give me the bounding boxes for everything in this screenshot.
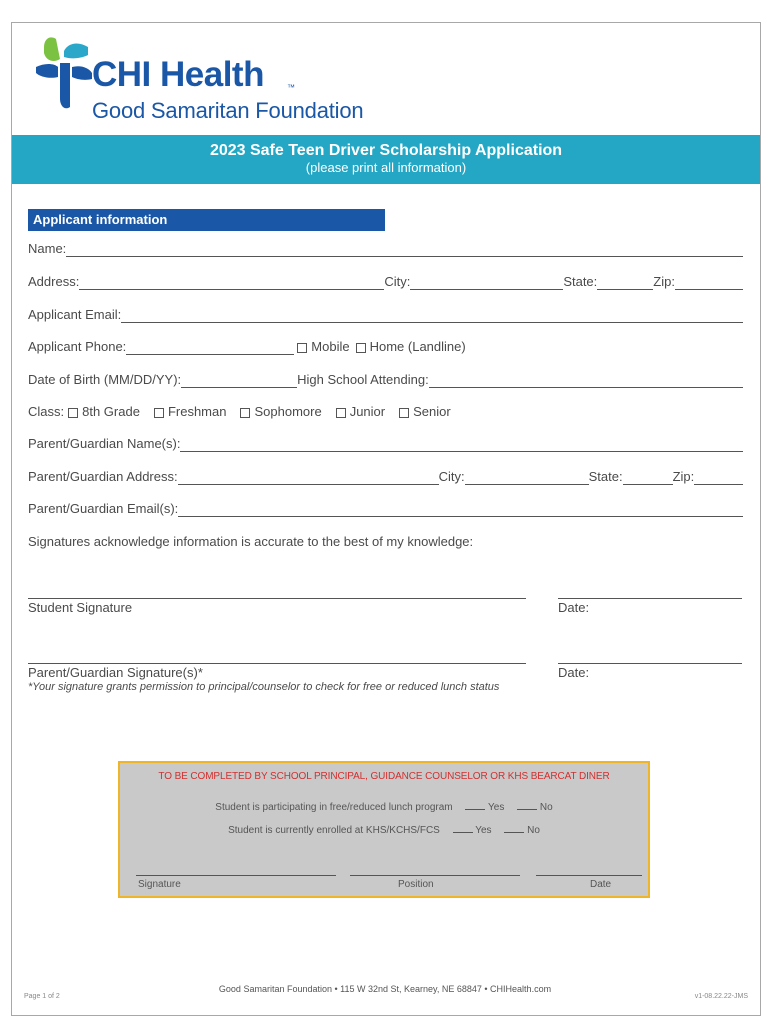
class-option-label: Junior xyxy=(349,404,386,419)
parent-names-field[interactable] xyxy=(180,439,743,452)
high-school-field[interactable] xyxy=(429,375,743,388)
acknowledge-row xyxy=(28,534,743,550)
page-number: Page 1 of 2 xyxy=(24,993,60,1000)
parent-date-label: Date: xyxy=(558,665,590,680)
address-row xyxy=(28,274,743,290)
address-label: Address: xyxy=(28,274,80,289)
dob-label: Date of Birth (MM/DD/YY): xyxy=(28,372,182,387)
form-page xyxy=(11,22,761,1016)
version-code: v1-08.22.22-JMS xyxy=(694,993,748,1000)
class-option-label: 8th Grade xyxy=(82,404,140,419)
lunch-question: Student is participating in free/reduced lunch program xyxy=(215,802,453,813)
parent-email-row xyxy=(28,501,743,517)
parent-zip-field[interactable] xyxy=(694,472,743,485)
home-label: Home (Landline) xyxy=(369,339,466,354)
parent-zip-label: Zip: xyxy=(672,469,695,484)
city-label: City: xyxy=(384,274,411,289)
lunch-yes-blank[interactable] xyxy=(465,809,485,810)
enrollment-question: Student is currently enrolled at KHS/KCHS/FCS xyxy=(228,825,440,836)
dob-field[interactable] xyxy=(181,375,297,388)
class-option-senior[interactable] xyxy=(399,404,451,420)
official-position-line[interactable] xyxy=(350,875,520,876)
parent-city-label: City: xyxy=(438,469,465,484)
form-subtitle: (please print all information) xyxy=(305,160,467,175)
lunch-yes-label: Yes xyxy=(488,802,505,813)
section-header-applicant: Applicant information xyxy=(28,209,385,231)
logo-trademark: ™ xyxy=(287,83,295,92)
zip-label: Zip: xyxy=(653,274,675,289)
mobile-checkbox[interactable] xyxy=(297,343,307,353)
email-label: Applicant Email: xyxy=(28,307,122,322)
lunch-no-blank[interactable] xyxy=(517,809,537,810)
parent-address-field[interactable] xyxy=(178,472,439,485)
city-field[interactable] xyxy=(410,277,563,290)
parent-signature-line[interactable] xyxy=(28,663,526,664)
official-date-label: Date xyxy=(590,879,612,890)
dob-row xyxy=(28,372,743,388)
name-label: Name: xyxy=(28,241,67,256)
class-checkbox[interactable] xyxy=(240,408,250,418)
student-signature-label: Student Signature xyxy=(28,600,133,615)
signature-note: *Your signature grants permission to principal/counselor to check for free or reduced lunch status xyxy=(28,681,500,693)
parent-state-label: State: xyxy=(588,469,623,484)
student-date-label: Date: xyxy=(558,600,590,615)
mobile-option[interactable] xyxy=(297,339,349,355)
name-row xyxy=(28,241,743,257)
enrollment-no-blank[interactable] xyxy=(504,832,524,833)
class-option-junior[interactable] xyxy=(336,404,385,420)
official-position-label: Position xyxy=(398,879,434,890)
chi-health-logo-icon xyxy=(34,33,94,113)
enrollment-no-label: No xyxy=(527,825,540,836)
form-title: 2023 Safe Teen Driver Scholarship Application xyxy=(209,142,563,159)
phone-row xyxy=(28,339,743,355)
parent-email-label: Parent/Guardian Email(s): xyxy=(28,501,179,516)
phone-field[interactable] xyxy=(126,342,294,355)
enrollment-row xyxy=(120,825,648,836)
zip-field[interactable] xyxy=(675,277,743,290)
class-option-label: Freshman xyxy=(167,404,227,419)
email-field[interactable] xyxy=(121,310,743,323)
home-checkbox[interactable] xyxy=(356,343,366,353)
parent-email-field[interactable] xyxy=(178,504,743,517)
enrollment-yes-label: Yes xyxy=(475,825,492,836)
parent-date-line[interactable] xyxy=(558,663,742,664)
class-option-label: Senior xyxy=(413,404,451,419)
high-school-label: High School Attending: xyxy=(297,372,429,387)
class-checkbox[interactable] xyxy=(336,408,346,418)
state-label: State: xyxy=(563,274,598,289)
parent-signature-label: Parent/Guardian Signature(s)* xyxy=(28,665,203,680)
class-row xyxy=(28,404,743,420)
lunch-program-row xyxy=(120,802,648,813)
home-option[interactable] xyxy=(356,339,466,355)
parent-state-field[interactable] xyxy=(623,472,673,485)
acknowledge-text: Signatures acknowledge information is accurate to the best of my knowledge: xyxy=(28,534,474,549)
official-signature-label: Signature xyxy=(138,879,181,890)
footer-address: Good Samaritan Foundation • 115 W 32nd St, Kearney, NE 68847 • CHIHealth.com xyxy=(218,984,552,994)
logo-subtitle: Good Samaritan Foundation xyxy=(92,98,364,123)
class-checkbox[interactable] xyxy=(399,408,409,418)
phone-label: Applicant Phone: xyxy=(28,339,127,354)
mobile-label: Mobile xyxy=(311,339,350,354)
parent-address-row xyxy=(28,469,743,485)
enrollment-yes-blank[interactable] xyxy=(453,832,473,833)
student-date-line[interactable] xyxy=(558,598,742,599)
class-option-freshman[interactable] xyxy=(154,404,227,420)
student-signature-line[interactable] xyxy=(28,598,526,599)
school-box-title: TO BE COMPLETED BY SCHOOL PRINCIPAL, GUIDANCE COUNSELOR OR KHS BEARCAT DINER xyxy=(158,771,610,782)
class-option-label: Sophomore xyxy=(254,404,322,419)
logo-wordmark: CHI Health xyxy=(92,55,264,94)
name-field[interactable] xyxy=(66,244,743,257)
state-field[interactable] xyxy=(597,277,653,290)
class-option-sophomore[interactable] xyxy=(240,404,321,420)
parent-city-field[interactable] xyxy=(465,472,589,485)
address-field[interactable] xyxy=(79,277,384,290)
class-option-8th-grade[interactable] xyxy=(68,404,140,420)
class-label: Class: xyxy=(28,404,65,419)
official-signature-line[interactable] xyxy=(136,875,336,876)
email-row xyxy=(28,307,743,323)
parent-address-label: Parent/Guardian Address: xyxy=(28,469,178,484)
lunch-no-label: No xyxy=(539,802,553,813)
title-banner xyxy=(12,135,760,184)
class-checkbox[interactable] xyxy=(154,408,164,418)
school-official-box xyxy=(118,761,650,898)
official-date-line[interactable] xyxy=(536,875,642,876)
class-checkbox[interactable] xyxy=(68,408,78,418)
parent-names-label: Parent/Guardian Name(s): xyxy=(28,436,181,451)
parent-names-row xyxy=(28,436,743,452)
